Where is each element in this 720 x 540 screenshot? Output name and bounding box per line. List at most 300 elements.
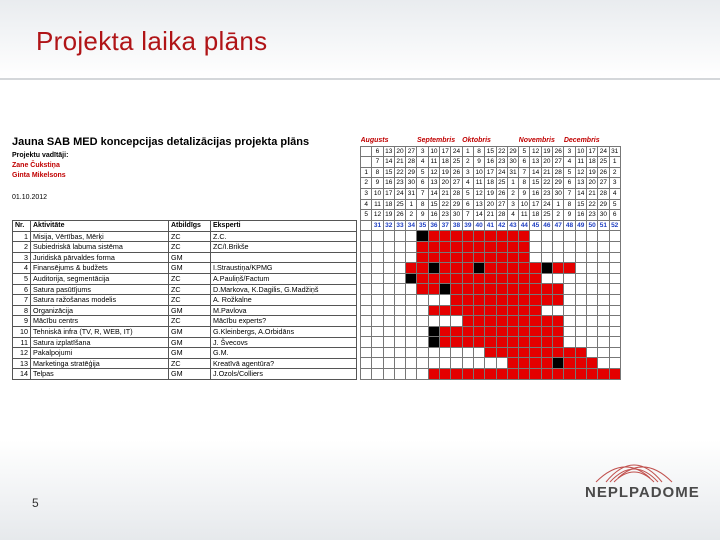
gantt-cell [383,369,394,380]
task-activity: Mācību centrs [31,316,169,327]
gantt-bar-red [440,326,451,337]
task-activity: Telpas [31,369,169,380]
task-experts [211,252,357,263]
calendar-cell: 3 [417,146,428,157]
gantt-cell [383,252,394,263]
calendar-cell: 6 [564,178,575,189]
month-header-row [361,136,621,146]
week-number: 50 [586,220,597,231]
calendar-cell: 24 [496,167,507,178]
gantt-bar-red [530,347,541,358]
gantt-row [361,241,621,252]
gantt-cell [598,263,609,274]
calendar-cell: 29 [507,146,518,157]
calendar-cell: 22 [541,178,552,189]
calendar-cell: 5 [417,167,428,178]
calendar-cell: 18 [530,210,541,221]
gantt-cell [598,337,609,348]
gantt-bar-red [473,252,484,263]
gantt-cell [553,305,564,316]
gantt-cell [406,305,417,316]
gantt-cell [394,305,405,316]
calendar-cell: 22 [394,167,405,178]
gantt-bar-red [507,358,518,369]
logo-text: NEPLPADOME [585,484,700,501]
task-row [13,358,357,369]
gantt-bar-red [541,337,552,348]
gantt-cell [575,337,586,348]
week-number: 36 [428,220,439,231]
calendar-cell: 28 [496,210,507,221]
gantt-cell [485,358,496,369]
month-label: Oktobris [462,136,518,146]
task-nr: 5 [13,273,31,284]
task-responsible: ZC [169,316,211,327]
task-responsible: GM [169,263,211,274]
week-number: 47 [553,220,564,231]
task-responsible: GM [169,348,211,359]
gantt-bar-red [428,273,439,284]
gantt-bar-red [530,369,541,380]
gantt-bar-red [406,263,417,274]
gantt-cell [440,347,451,358]
gantt-cell [609,252,620,263]
calendar-cell: 4 [564,157,575,168]
gantt-bar-red [462,263,473,274]
calendar-cell: 30 [553,188,564,199]
calendar-cell [361,157,372,168]
calendar-cell: 23 [394,178,405,189]
gantt-bar-red [564,358,575,369]
gantt-cell [553,273,564,284]
task-row [13,348,357,359]
calendar-cell: 2 [462,157,473,168]
gantt-bar-red [553,326,564,337]
task-activity: Auditorija, segmentācija [31,273,169,284]
gantt-bar-red [575,347,586,358]
task-responsible: GM [169,252,211,263]
gantt-cell [564,241,575,252]
calendar-cell: 3 [564,146,575,157]
task-responsible: ZC [169,358,211,369]
task-experts: A. Rožkalne [211,295,357,306]
gantt-bar-red [519,294,530,305]
gantt-cell [598,326,609,337]
gantt-cell [428,358,439,369]
gantt-cell [609,347,620,358]
calendar-cell: 23 [586,210,597,221]
task-responsible: ZC [169,295,211,306]
gantt-cell [609,358,620,369]
gantt-cell [361,252,372,263]
gantt-cell [372,252,383,263]
task-experts: J.Ozols/Colliers [211,369,357,380]
gantt-cell [394,358,405,369]
calendar-cell: 24 [394,188,405,199]
gantt-bar-red [507,347,518,358]
gantt-bar-red [485,273,496,284]
calendar-cell: 12 [372,210,383,221]
gantt-cell [383,347,394,358]
week-number: 49 [575,220,586,231]
gantt-bar-black [440,284,451,295]
gantt-cell [417,326,428,337]
calendar-cell: 1 [462,146,473,157]
gantt-cell [372,369,383,380]
gantt-cell [383,305,394,316]
week-number: 43 [507,220,518,231]
calendar-cell: 26 [598,167,609,178]
calendar-cell: 27 [598,178,609,189]
week-number: 46 [541,220,552,231]
week-number-blank [361,220,372,231]
gantt-bar-red [451,263,462,274]
title-divider [0,78,720,80]
calendar-cell: 3 [462,167,473,178]
task-experts: A.Pauliņš/Factum [211,273,357,284]
gantt-cell [564,252,575,263]
gantt-bar-red [507,369,518,380]
gantt-bar-red [451,252,462,263]
gantt-bar-red [417,241,428,252]
gantt-bar-red [462,284,473,295]
task-responsible: ZC [169,231,211,242]
activities-header-row [13,221,357,232]
gantt-bar-red [496,326,507,337]
gantt-cell [394,316,405,327]
calendar-cell: 30 [406,178,417,189]
gantt-row [361,294,621,305]
task-row [13,273,357,284]
calendar-cell: 26 [553,146,564,157]
task-nr: 12 [13,348,31,359]
gantt-cell [372,273,383,284]
gantt-bar-red [519,231,530,242]
task-row [13,295,357,306]
calendar-cell: 24 [451,146,462,157]
gantt-cell [428,294,439,305]
calendar-cell: 19 [485,188,496,199]
gantt-cell [417,305,428,316]
calendar-cell: 6 [417,178,428,189]
calendar-row [361,146,621,157]
gantt-bar-red [462,231,473,242]
gantt-cell [361,294,372,305]
task-responsible: ZC [169,273,211,284]
gantt-bar-red [541,284,552,295]
calendar-cell: 8 [473,146,484,157]
calendar-cell: 14 [473,210,484,221]
calendar-cell: 23 [440,210,451,221]
calendar-cell: 12 [428,167,439,178]
calendar-cell: 4 [361,199,372,210]
calendar-cell: 17 [383,188,394,199]
task-activity: Organizācija [31,305,169,316]
calendar-cell: 15 [428,199,439,210]
gantt-cell [372,347,383,358]
gantt-bar-red [530,284,541,295]
task-row [13,252,357,263]
calendar-cell: 31 [609,146,620,157]
gantt-bar-red [519,369,530,380]
calendar-cell: 5 [361,210,372,221]
gantt-cell [575,263,586,274]
gantt-bar-red [440,231,451,242]
gantt-bar-red [417,252,428,263]
calendar-cell: 8 [417,199,428,210]
week-number: 37 [440,220,451,231]
gantt-bar-red [564,347,575,358]
gantt-cell [609,231,620,242]
task-experts: I.Straustiņa/KPMG [211,263,357,274]
calendar-cell: 13 [428,178,439,189]
gantt-cell [406,294,417,305]
gantt-bar-red [609,369,620,380]
calendar-cell: 30 [507,157,518,168]
column-header-experts: Eksperti [211,221,357,232]
gantt-cell [564,294,575,305]
calendar-cell: 3 [361,188,372,199]
gantt-row [361,273,621,284]
gantt-bar-red [485,284,496,295]
month-label: Decembris [564,136,620,146]
gantt-bar-red [541,347,552,358]
calendar-cell: 15 [575,199,586,210]
gantt-bar-red [485,231,496,242]
calendar-cell: 21 [541,167,552,178]
gantt-cell [462,347,473,358]
gantt-row [361,252,621,263]
task-experts: G.M. [211,348,357,359]
gantt-bar-red [496,241,507,252]
gantt-bar-red [440,369,451,380]
calendar-cell: 27 [406,146,417,157]
gantt-cell [394,337,405,348]
calendar-cell: 31 [507,167,518,178]
calendar-row [361,178,621,189]
gantt-cell [394,241,405,252]
task-experts: D.Markova, K.Dagilis, G.Madžiņš [211,284,357,295]
week-number: 45 [530,220,541,231]
gantt-cell [394,231,405,242]
gantt-cell [575,284,586,295]
calendar-row [361,188,621,199]
gantt-cell [530,231,541,242]
task-activity: Tehniskā infra (TV, R, WEB, IT) [31,326,169,337]
calendar-cell: 9 [564,210,575,221]
calendar-cell: 3 [507,199,518,210]
gantt-cell [451,347,462,358]
gantt-cell [417,337,428,348]
gantt-bar-red [462,294,473,305]
logo-arcs-icon [584,452,684,512]
gantt-cell [406,337,417,348]
gantt-bar-red [496,231,507,242]
gantt-cell [383,326,394,337]
gantt-bar-red [428,305,439,316]
gantt-cell [564,337,575,348]
calendar-cell: 17 [440,146,451,157]
calendar-cell: 16 [485,157,496,168]
gantt-bar-red [485,369,496,380]
week-number: 51 [598,220,609,231]
gantt-cell [372,358,383,369]
gantt-bar-red [473,305,484,316]
gantt-cell [361,337,372,348]
gantt-bar-red [519,241,530,252]
leader-label: Projektu vadītāji: [12,152,69,159]
task-activity: Misija, Vērtības, Mērķi [31,231,169,242]
calendar-cell: 28 [553,167,564,178]
calendar-row [361,167,621,178]
calendar-cell: 24 [541,199,552,210]
calendar-cell: 9 [372,178,383,189]
gantt-cell [361,305,372,316]
calendar-cell: 25 [541,210,552,221]
calendar-cell: 1 [609,157,620,168]
calendar-row [361,210,621,221]
week-number: 48 [564,220,575,231]
gantt-cell [361,241,372,252]
slide-title: Projekta laika plāns [36,26,268,56]
gantt-bar-red [496,252,507,263]
calendar-cell: 27 [553,157,564,168]
task-activity: Satura pasūtījums [31,284,169,295]
gantt-bar-red [485,263,496,274]
calendar-cell: 28 [598,188,609,199]
gantt-cell [598,305,609,316]
gantt-bar-red [473,316,484,327]
gantt-bar-black [417,231,428,242]
gantt-bar-red [473,337,484,348]
month-label: Novembris [519,136,564,146]
gantt-bar-red [519,273,530,284]
calendar-cell: 21 [485,210,496,221]
gantt-bar-red [530,358,541,369]
task-activity: Pakalpojumi [31,348,169,359]
task-nr: 3 [13,252,31,263]
gantt-bar-red [507,316,518,327]
gantt-bar-red [519,284,530,295]
calendar-cell: 7 [372,157,383,168]
gantt-bar-red [586,358,597,369]
gantt-cell [609,241,620,252]
gantt-bar-red [507,263,518,274]
task-nr: 13 [13,358,31,369]
gantt-bar-red [473,326,484,337]
calendar-cell: 23 [496,157,507,168]
gantt-bar-red [507,252,518,263]
gantt-cell [586,284,597,295]
calendar-cell: 10 [372,188,383,199]
gantt-cell [609,263,620,274]
gantt-cell [586,273,597,284]
gantt-bar-red [553,316,564,327]
leader-name-2: Ginta Mikelsons [12,172,66,179]
calendar-row [361,199,621,210]
task-nr: 4 [13,263,31,274]
task-activity: Finansējums & budžets [31,263,169,274]
calendar-cell: 18 [586,157,597,168]
calendar-cell: 1 [361,167,372,178]
gantt-bar-red [462,273,473,284]
gantt-bar-red [541,294,552,305]
gantt-bar-red [496,284,507,295]
gantt-cell [575,326,586,337]
gantt-bar-red [530,273,541,284]
calendar-cell: 17 [530,199,541,210]
task-row [13,316,357,327]
task-nr: 11 [13,337,31,348]
gantt-bar-red [553,347,564,358]
gantt-bar-red [440,305,451,316]
week-number: 35 [417,220,428,231]
gantt-bar-red [496,294,507,305]
calendar-cell: 14 [530,167,541,178]
gantt-bar-red [473,294,484,305]
gantt-cell [383,337,394,348]
week-number: 38 [451,220,462,231]
gantt-cell [361,316,372,327]
calendar-cell: 12 [473,188,484,199]
task-nr: 6 [13,284,31,295]
calendar-cell: 16 [428,210,439,221]
gantt-cell [609,316,620,327]
gantt-bar-red [530,294,541,305]
calendar-cell: 13 [473,199,484,210]
gantt-cell [361,347,372,358]
gantt-cell [383,231,394,242]
calendar-cell: 22 [440,199,451,210]
gantt-bar-red [507,273,518,284]
gantt-bar-red [519,347,530,358]
gantt-cell [372,305,383,316]
gantt-row [361,284,621,295]
gantt-cell [361,369,372,380]
gantt-cell [394,263,405,274]
gantt-bar-red [530,337,541,348]
activities-table [12,220,357,380]
calendar-cell: 25 [451,157,462,168]
gantt-bar-red [507,284,518,295]
calendar-cell: 18 [383,199,394,210]
calendar-cell: 28 [406,157,417,168]
gantt-bar-red [496,263,507,274]
calendar-cell: 3 [609,178,620,189]
gantt-cell [473,358,484,369]
calendar-cell: 6 [609,210,620,221]
gantt-bar-red [473,369,484,380]
calendar-cell: 2 [507,188,518,199]
gantt-cell [598,358,609,369]
calendar-cell: 2 [406,210,417,221]
calendar-cell: 7 [564,188,575,199]
gantt-cell [586,252,597,263]
calendar-cell: 14 [575,188,586,199]
task-row [13,231,357,242]
gantt-cell [361,284,372,295]
calendar-cell: 25 [394,199,405,210]
gantt-cell [361,326,372,337]
gantt-cell [598,252,609,263]
calendar-cell: 8 [564,199,575,210]
calendar-cell: 13 [575,178,586,189]
gantt-cell [394,326,405,337]
gantt-cell [598,273,609,284]
gantt-cell [530,241,541,252]
gantt-bar-red [473,241,484,252]
task-responsible: ZC [169,284,211,295]
